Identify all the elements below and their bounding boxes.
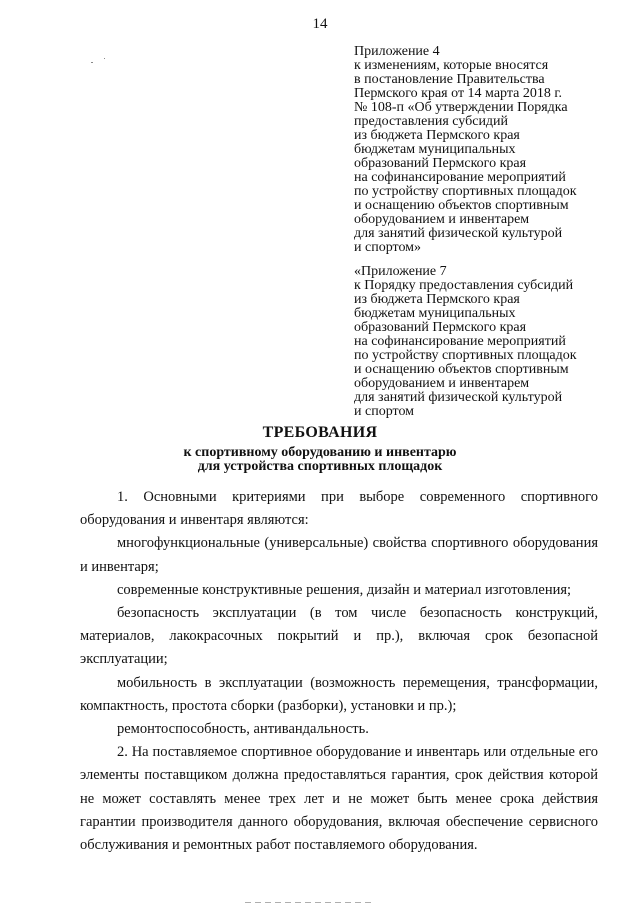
paragraph-safety: безопасность эксплуатации (в том числе безопасность конструкций, материалов, лакокрасочных покрытий и пр.), включая срок безопасной эксплуатации; bbox=[80, 605, 598, 668]
appendix-4-line: и спортом» bbox=[354, 240, 422, 255]
appendix-4-line: в постановление Правительства bbox=[354, 72, 545, 87]
requirements-subtitle-line-2: для устройства спортивных площадок bbox=[197, 459, 443, 474]
requirements-subtitle-line-1: к спортивному оборудованию и инвентарю bbox=[183, 445, 457, 460]
appendix-4-line: Приложение 4 bbox=[354, 44, 440, 59]
page-number: 14 bbox=[312, 16, 328, 32]
paragraph-warranty: 2. На поставляемое спортивное оборудование и инвентарь или отдельные его элементы поставщиком должна предоставляться гарантия, срок действия которой не может составлять менее трех лет и не может быть менее срока действия гарантии производителя данного оборудования, включая обеспечение сервисного обслуживания и ремонтных работ поставляемого оборудования. bbox=[80, 744, 598, 854]
appendix-4-line: предоставления субсидий bbox=[354, 114, 509, 129]
appendix-7-line: из бюджета Пермского края bbox=[354, 292, 520, 307]
appendix-7-line: бюджетам муниципальных bbox=[354, 306, 516, 321]
appendix-7-header bbox=[354, 265, 634, 419]
appendix-7-line: и спортом bbox=[354, 404, 415, 419]
appendix-7-line: образований Пермского края bbox=[354, 320, 527, 335]
appendix-7-line: для занятий физической культурой bbox=[354, 390, 563, 405]
requirements-body bbox=[80, 486, 598, 857]
appendix-4-line: по устройству спортивных площадок bbox=[354, 184, 577, 199]
paragraph-multifunctional: многофункциональные (универсальные) свойства спортивного оборудования и инвентаря; bbox=[80, 535, 598, 575]
paragraph-design: современные конструктивные решения, дизайн и материал изготовления; bbox=[117, 581, 572, 598]
paragraph-mobility: мобильность в эксплуатации (возможность перемещения, трансформации, компактность, простота сборки (разборки), установки и пр.); bbox=[80, 674, 598, 714]
paragraph-criteria-intro: 1. Основными критериями при выборе современного спортивного оборудования и инвентаря являются: bbox=[80, 489, 598, 529]
appendix-4-line: Пермского края от 14 марта 2018 г. bbox=[354, 86, 563, 101]
appendix-7-line: «Приложение 7 bbox=[354, 264, 447, 279]
appendix-4-line: для занятий физической культурой bbox=[354, 226, 563, 241]
appendix-4-line: бюджетам муниципальных bbox=[354, 142, 516, 157]
appendix-7-line: и оснащению объектов спортивным bbox=[354, 362, 569, 377]
appendix-4-line: и оснащению объектов спортивным bbox=[354, 198, 569, 213]
scan-artifact-line bbox=[245, 902, 375, 903]
appendix-7-line: к Порядку предоставления субсидий bbox=[354, 278, 574, 293]
appendix-4-header bbox=[354, 45, 634, 255]
appendix-4-line: № 108-п «Об утверждении Порядка bbox=[354, 100, 568, 115]
appendix-4-line: образований Пермского края bbox=[354, 156, 527, 171]
paragraph-maintainability: ремонтоспособность, антивандальность. bbox=[117, 721, 369, 738]
scan-speck bbox=[91, 62, 93, 63]
appendix-7-line: на софинансирование мероприятий bbox=[354, 334, 566, 349]
requirements-title: ТРЕБОВАНИЯ bbox=[262, 424, 378, 441]
appendix-7-line: оборудованием и инвентарем bbox=[354, 376, 530, 391]
appendix-4-line: оборудованием и инвентарем bbox=[354, 212, 530, 227]
appendix-7-line: по устройству спортивных площадок bbox=[354, 348, 577, 363]
appendix-4-line: из бюджета Пермского края bbox=[354, 128, 520, 143]
appendix-4-line: на софинансирование мероприятий bbox=[354, 170, 566, 185]
appendix-4-line: к изменениям, которые вносятся bbox=[354, 58, 549, 73]
scan-speck bbox=[104, 58, 105, 59]
